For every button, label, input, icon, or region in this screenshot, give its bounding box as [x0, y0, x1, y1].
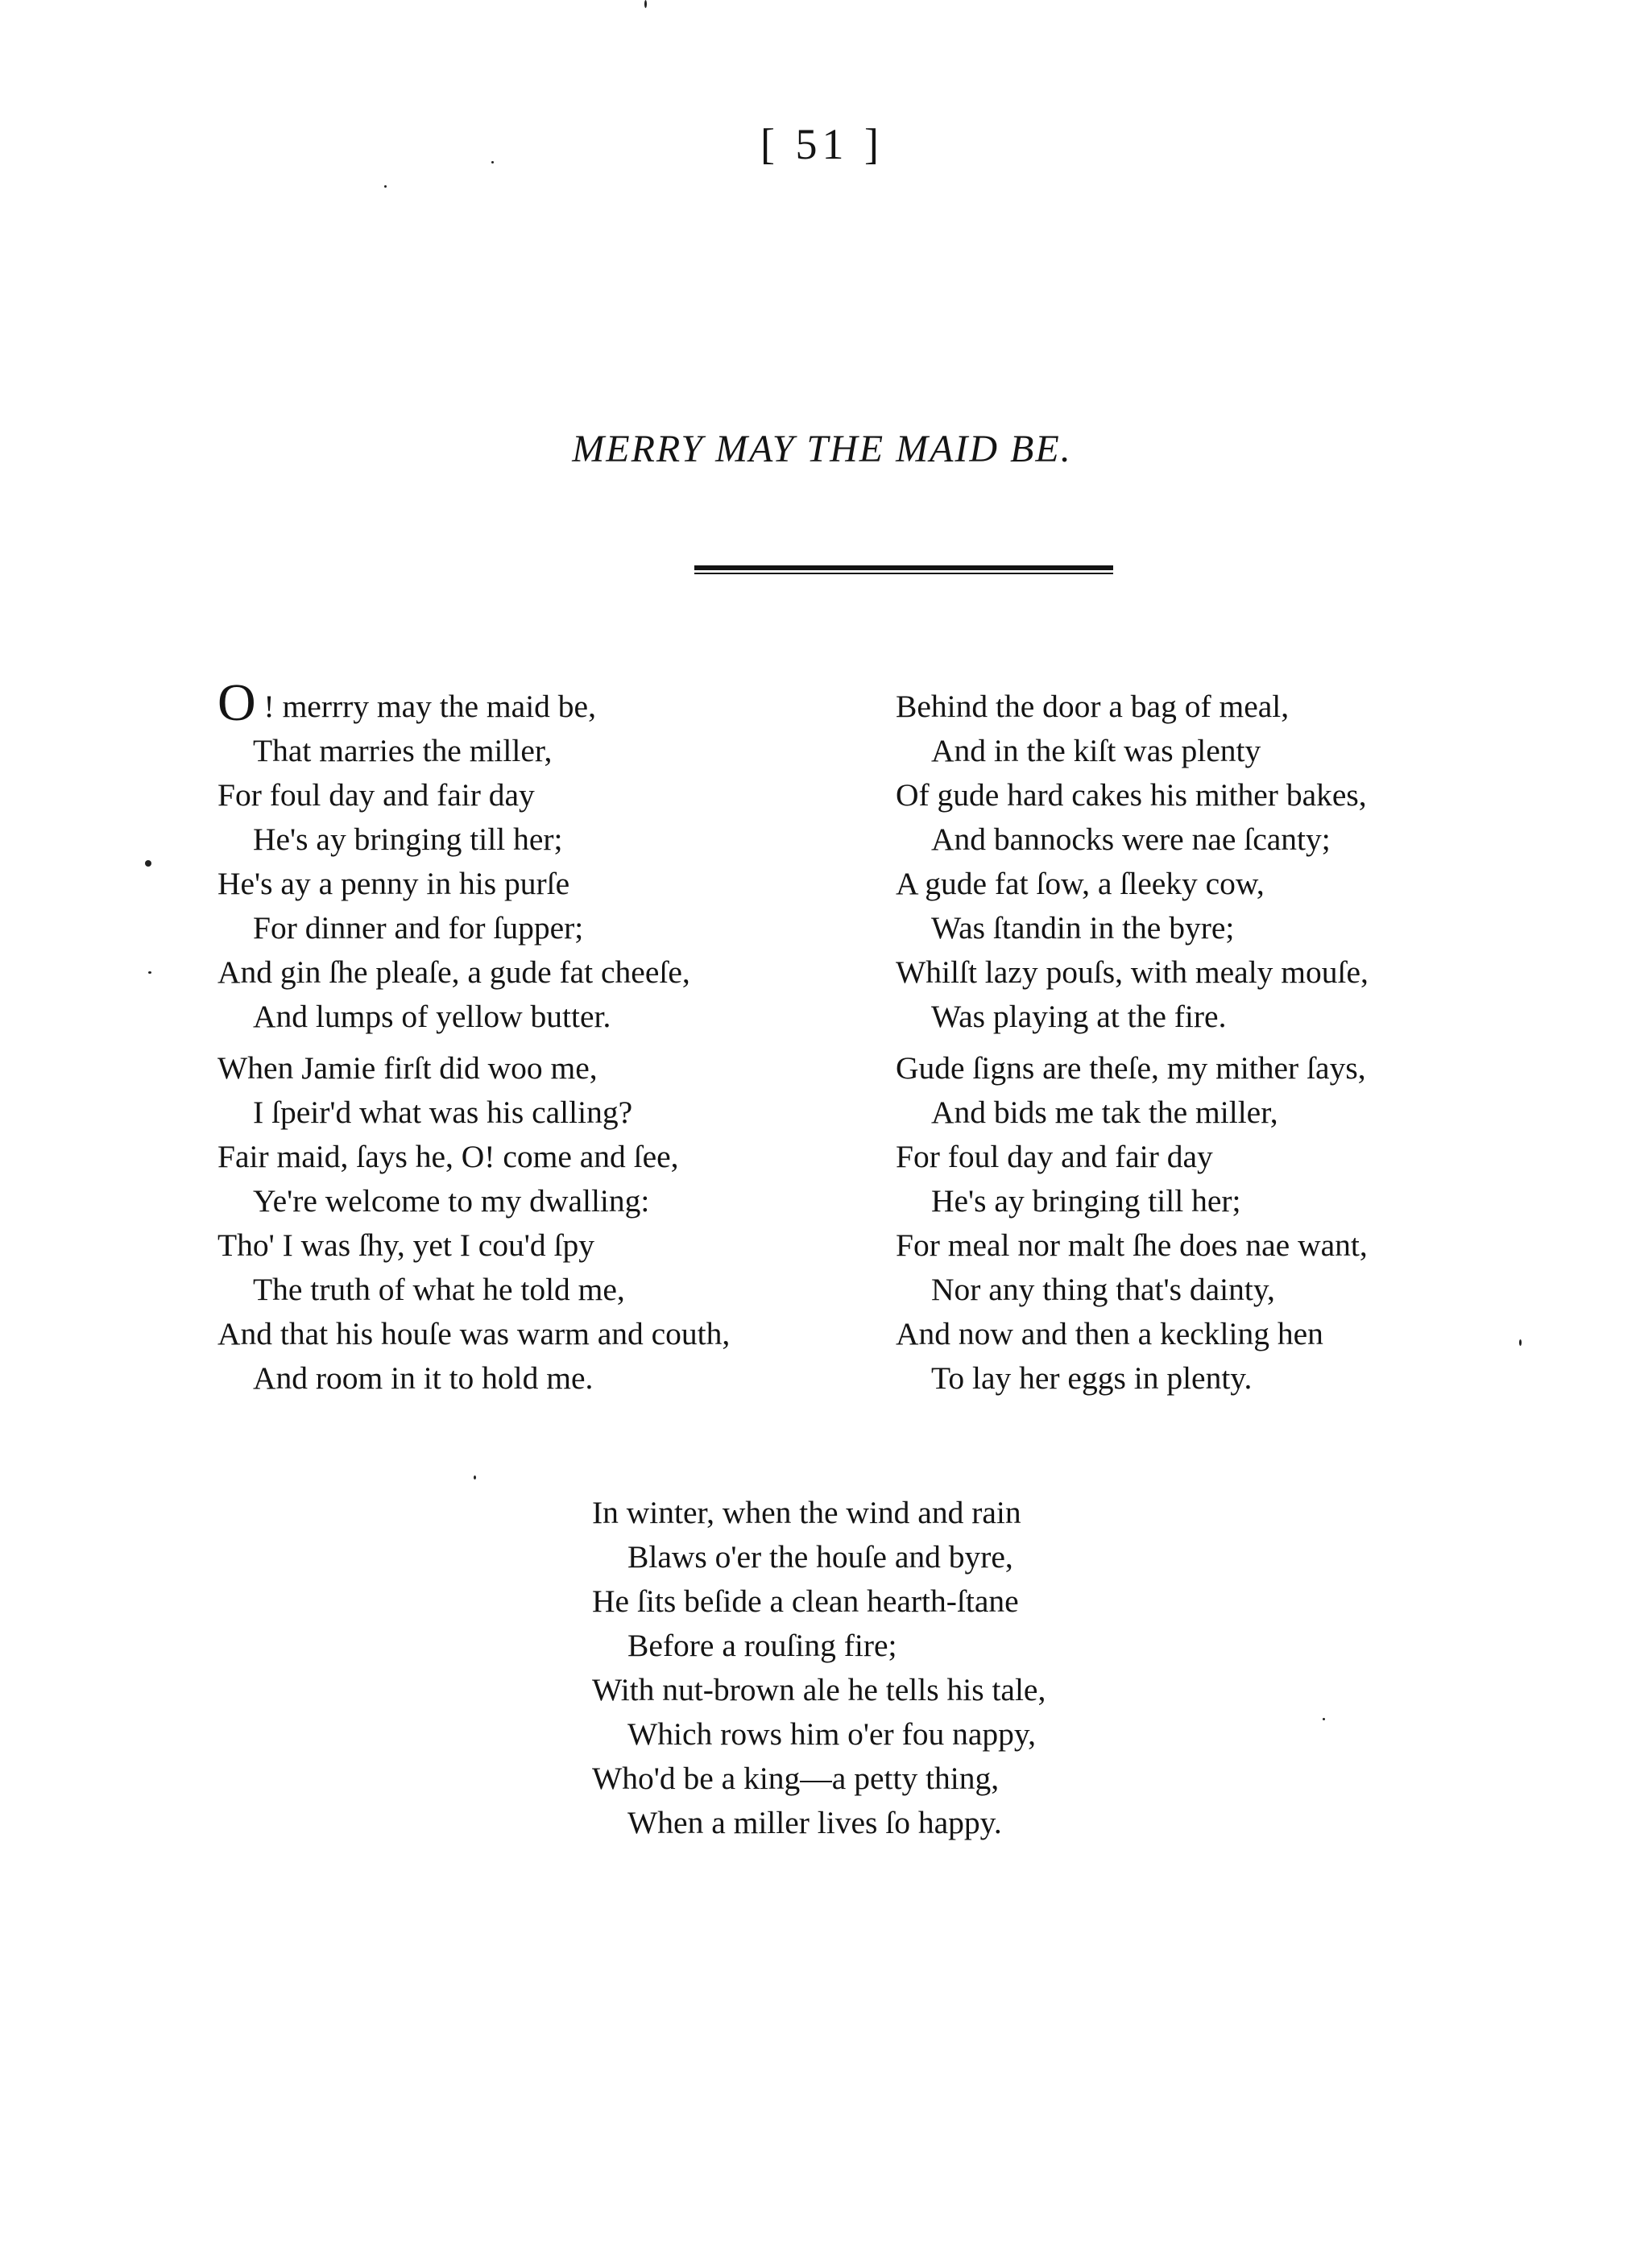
- scan-speck: [148, 971, 151, 974]
- stanza-line: Gude ſigns are theſe, my mither ſays,: [896, 1050, 1366, 1086]
- stanza-line: And lumps of yellow butter.: [253, 999, 611, 1034]
- scan-speck: [491, 161, 494, 163]
- scan-speck: [384, 185, 387, 188]
- stanza-line: I ſpeir'd what was his calling?: [253, 1095, 633, 1130]
- stanza-line: And gin ſhe pleaſe, a gude fat cheeſe,: [217, 954, 690, 990]
- stanza-line: And in the kiſt was plenty: [931, 733, 1261, 768]
- stanza-line: Blaws o'er the houſe and byre,: [627, 1539, 1013, 1575]
- stanza-line: [217, 673, 690, 732]
- stanza-line: To lay her eggs in plenty.: [931, 1360, 1253, 1396]
- stanza-line: He's ay a penny in his purſe: [217, 866, 570, 901]
- stanza-line-text: ! merrry may the maid be,: [263, 689, 596, 724]
- stanza-2: [217, 1046, 730, 1401]
- stanza-line: Ye're welcome to my dwalling:: [253, 1183, 650, 1219]
- drop-cap: O: [217, 673, 256, 732]
- stanza-line: Of gude hard cakes his mither bakes,: [896, 777, 1367, 813]
- stanza-line: The truth of what he told me,: [253, 1272, 625, 1307]
- stanza-4: [896, 1046, 1368, 1401]
- page-number: [ 51 ]: [760, 120, 884, 168]
- scan-speck: [145, 860, 151, 867]
- stanza-line: And bids me tak the miller,: [931, 1095, 1278, 1130]
- scan-speck: [1323, 1718, 1325, 1720]
- stanza-line: Behind the door a bag of meal,: [896, 689, 1290, 724]
- stanza-line: And room in it to hold me.: [253, 1360, 594, 1396]
- stanza-line: Tho' I was ſhy, yet I cou'd ſpy: [217, 1227, 595, 1263]
- stanza-line: With nut-brown ale he tells his tale,: [592, 1672, 1046, 1707]
- stanza-line: For foul day and fair day: [217, 777, 535, 813]
- stanza-line: And that his houſe was warm and couth,: [217, 1316, 731, 1351]
- stanza-line: When a miller lives ſo happy.: [627, 1805, 1002, 1840]
- stanza-line: Nor any thing that's dainty,: [931, 1272, 1275, 1307]
- stanza-line: He's ay bringing till her;: [253, 822, 563, 857]
- stanza-line: He's ay bringing till her;: [931, 1183, 1241, 1219]
- stanza-line: And now and then a keckling hen: [896, 1316, 1323, 1351]
- divider-thick-line: [694, 565, 1113, 570]
- divider-thin-line: [694, 573, 1113, 574]
- poem-title: MERRY MAY THE MAID BE.: [572, 428, 1072, 470]
- scan-speck: [1519, 1339, 1522, 1346]
- stanza-line: A gude fat ſow, a ſleeky cow,: [896, 866, 1265, 901]
- stanza-1: [217, 673, 690, 1039]
- stanza-line: Was playing at the fire.: [931, 999, 1227, 1034]
- stanza-line: Before a rouſing fire;: [627, 1628, 897, 1663]
- stanza-line: Which rows him o'er fou nappy,: [627, 1716, 1036, 1752]
- stanza-line: For meal nor malt ſhe does nae want,: [896, 1227, 1368, 1263]
- scan-speck: [474, 1475, 476, 1480]
- stanza-3: [896, 685, 1369, 1039]
- stanza-line: Who'd be a king—a petty thing,: [592, 1761, 1000, 1796]
- stanza-line: When Jamie firſt did woo me,: [217, 1050, 598, 1086]
- stanza-line: And bannocks were nae ſcanty;: [931, 822, 1331, 857]
- stanza-line: In winter, when the wind and rain: [592, 1495, 1021, 1530]
- stanza-line: For foul day and fair day: [896, 1139, 1213, 1174]
- stanza-line: For dinner and for ſupper;: [253, 910, 584, 946]
- scan-speck: [644, 0, 647, 8]
- stanza-line: That marries the miller,: [253, 733, 553, 768]
- stanza-line: He ſits beſide a clean hearth-ſtane: [592, 1583, 1019, 1619]
- stanza-line: Whilſt lazy pouſs, with mealy mouſe,: [896, 954, 1369, 990]
- title-divider: [694, 565, 1113, 575]
- stanza-line: Fair maid, ſays he, O! come and ſee,: [217, 1139, 679, 1174]
- stanza-line: Was ſtandin in the byre;: [931, 910, 1235, 946]
- stanza-5: [592, 1491, 1046, 1845]
